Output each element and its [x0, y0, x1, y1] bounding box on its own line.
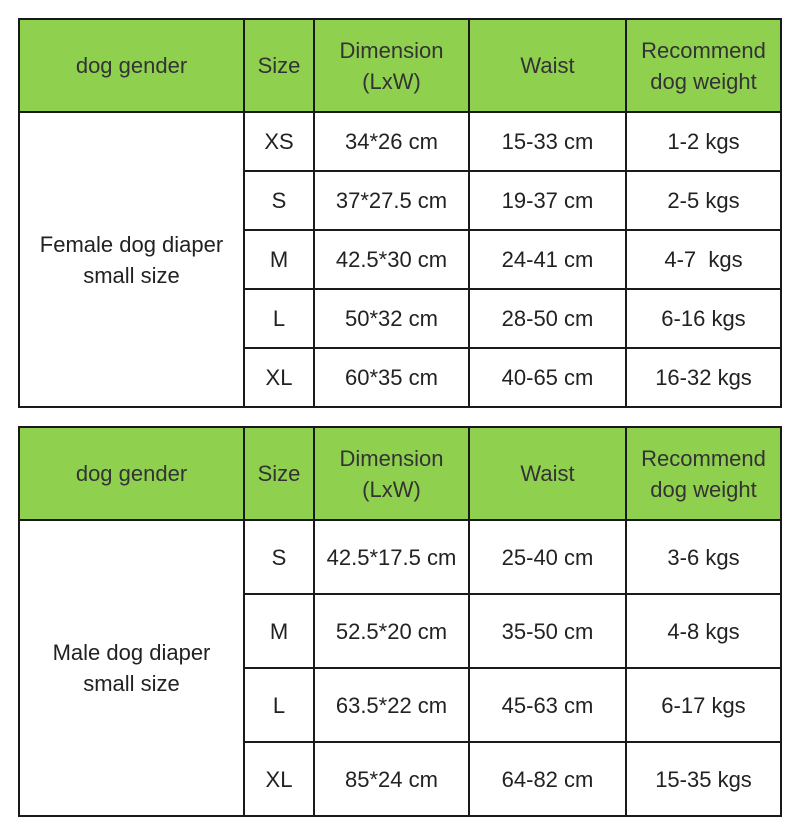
- waist-cell: 25-40 cm: [469, 520, 626, 594]
- gender-cell-male: Male dog diaper small size: [19, 520, 244, 816]
- male-size-table: [18, 426, 782, 817]
- header-waist: Waist: [469, 19, 626, 112]
- dimension-cell: 85*24 cm: [314, 742, 469, 816]
- dimension-cell: 63.5*22 cm: [314, 668, 469, 742]
- weight-cell: 3-6 kgs: [626, 520, 781, 594]
- waist-cell: 15-33 cm: [469, 112, 626, 171]
- table-header-row: [19, 427, 781, 520]
- size-cell: XL: [244, 348, 314, 407]
- dimension-cell: 37*27.5 cm: [314, 171, 469, 230]
- size-cell: L: [244, 289, 314, 348]
- header-size: Size: [244, 19, 314, 112]
- dimension-cell: 34*26 cm: [314, 112, 469, 171]
- waist-cell: 40-65 cm: [469, 348, 626, 407]
- weight-cell: 1-2 kgs: [626, 112, 781, 171]
- size-cell: XS: [244, 112, 314, 171]
- waist-cell: 64-82 cm: [469, 742, 626, 816]
- dimension-cell: 50*32 cm: [314, 289, 469, 348]
- dimension-cell: 60*35 cm: [314, 348, 469, 407]
- waist-cell: 35-50 cm: [469, 594, 626, 668]
- weight-cell: 16-32 kgs: [626, 348, 781, 407]
- size-cell: S: [244, 171, 314, 230]
- dimension-cell: 52.5*20 cm: [314, 594, 469, 668]
- header-dog-gender: dog gender: [19, 19, 244, 112]
- size-cell: M: [244, 594, 314, 668]
- waist-cell: 45-63 cm: [469, 668, 626, 742]
- size-cell: S: [244, 520, 314, 594]
- gender-cell-female: Female dog diaper small size: [19, 112, 244, 407]
- size-cell: M: [244, 230, 314, 289]
- weight-cell: 6-16 kgs: [626, 289, 781, 348]
- dimension-cell: 42.5*17.5 cm: [314, 520, 469, 594]
- waist-cell: 19-37 cm: [469, 171, 626, 230]
- weight-cell: 6-17 kgs: [626, 668, 781, 742]
- header-recommend-weight: Recommend dog weight: [626, 427, 781, 520]
- header-waist: Waist: [469, 427, 626, 520]
- waist-cell: 28-50 cm: [469, 289, 626, 348]
- weight-cell: 15-35 kgs: [626, 742, 781, 816]
- table-row: [19, 520, 781, 594]
- size-cell: XL: [244, 742, 314, 816]
- header-recommend-weight: Recommend dog weight: [626, 19, 781, 112]
- dimension-cell: 42.5*30 cm: [314, 230, 469, 289]
- weight-cell: 4-7 kgs: [626, 230, 781, 289]
- header-dog-gender: dog gender: [19, 427, 244, 520]
- table-row: [19, 112, 781, 171]
- header-dimension: Dimension (LxW): [314, 427, 469, 520]
- header-dimension: Dimension (LxW): [314, 19, 469, 112]
- waist-cell: 24-41 cm: [469, 230, 626, 289]
- weight-cell: 4-8 kgs: [626, 594, 781, 668]
- weight-cell: 2-5 kgs: [626, 171, 781, 230]
- size-cell: L: [244, 668, 314, 742]
- header-size: Size: [244, 427, 314, 520]
- female-size-table: [18, 18, 782, 408]
- table-header-row: [19, 19, 781, 112]
